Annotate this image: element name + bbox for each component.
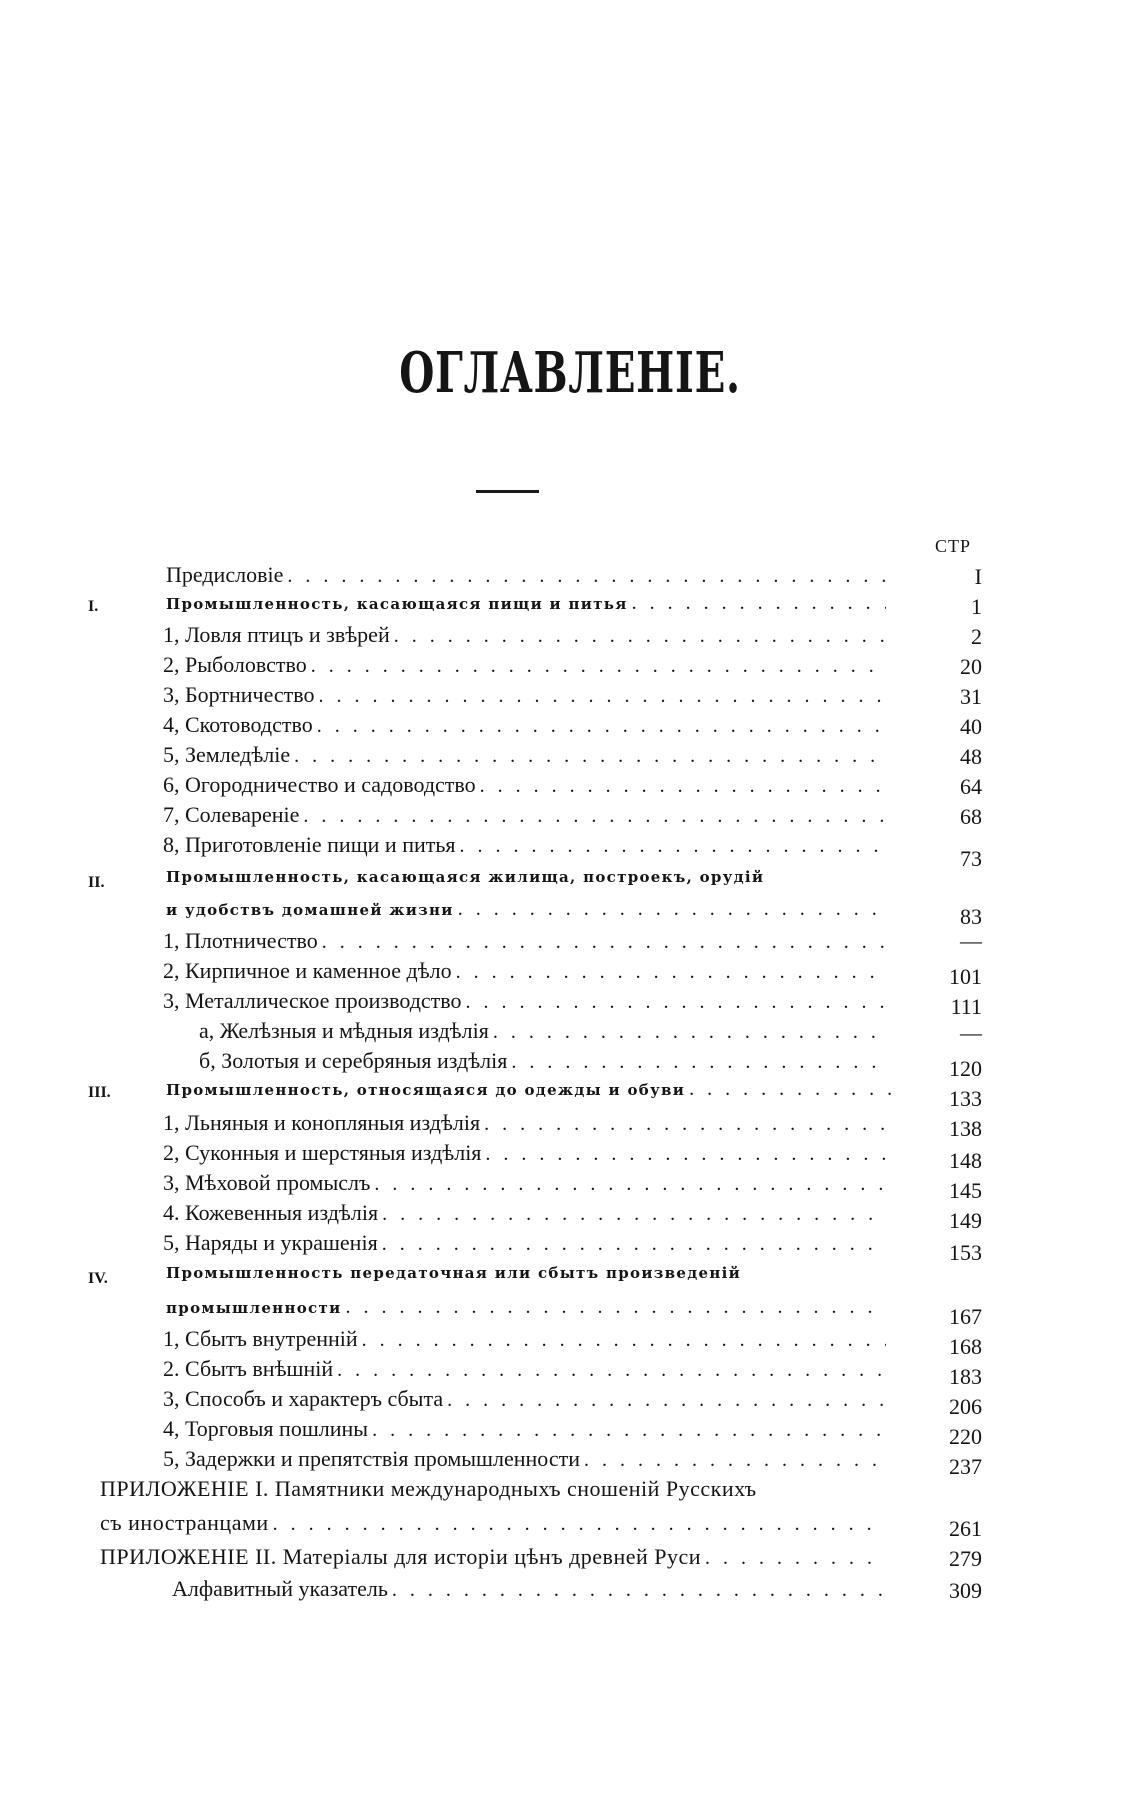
toc-entry-label: съ иностранцами [100, 1510, 269, 1535]
toc-appendix [100, 1476, 896, 1506]
toc-entry-label: 2. Сбытъ внѣшній [163, 1356, 334, 1381]
toc-entry-page: 64 [960, 774, 982, 799]
leader-dots [287, 565, 886, 588]
leader-dots [484, 1113, 886, 1136]
toc-entry [163, 988, 886, 1018]
toc-entry [163, 1200, 886, 1230]
toc-entry-label: а, Желѣзныя и мѣдныя издѣлія [199, 1018, 489, 1043]
toc-section-label: Промышленность, касающаяся пищи и питья [166, 595, 628, 613]
toc-entry [163, 1170, 886, 1200]
toc-entry [163, 712, 886, 742]
leader-dots [466, 991, 886, 1014]
leader-dots [480, 775, 886, 798]
toc-entry [163, 622, 886, 652]
leader-dots [705, 1547, 886, 1570]
toc-entry-page: 149 [949, 1208, 982, 1233]
toc-entry-label: Предисловіе [166, 562, 284, 587]
toc-entry-page: — [960, 928, 982, 953]
toc-entry-page: 2 [971, 624, 982, 649]
toc-entry-page: 31 [960, 684, 982, 709]
toc-section [166, 592, 886, 622]
toc-entry-page: 1 [971, 594, 982, 619]
leader-dots [382, 1233, 886, 1256]
leader-dots [294, 745, 886, 768]
toc-entry-page: 111 [950, 994, 982, 1019]
leader-dots [319, 685, 887, 708]
toc-entry [100, 1510, 886, 1540]
leader-dots [511, 1051, 886, 1074]
toc-entry-label: Алфавитный указатель [172, 1576, 388, 1601]
toc-entry-page: I [974, 564, 982, 589]
toc-section [166, 1264, 896, 1294]
toc-entry-page: 73 [960, 846, 982, 871]
toc-entry-page: 101 [949, 964, 982, 989]
section-number: II. [88, 874, 105, 891]
leader-dots [273, 1513, 886, 1536]
toc-section-label: Промышленность передаточная или сбытъ произведеній [166, 1264, 742, 1282]
toc-entry-label: 1, Плотничество [163, 928, 318, 953]
toc-section-label: Промышленность, касающаяся жилища, построекъ, орудій [166, 868, 765, 886]
toc-entry-label: 2, Суконныя и шерстяныя издѣлія [163, 1140, 482, 1165]
toc-entry-label: 4. Кожевенныя издѣлія [163, 1200, 379, 1225]
section-number: I. [88, 598, 99, 615]
leader-dots [493, 1021, 886, 1044]
toc-entry-page: 83 [960, 904, 982, 929]
leader-dots [584, 1449, 886, 1472]
toc-entry [163, 832, 886, 862]
leader-dots [337, 1359, 886, 1382]
toc-entry-page: 206 [949, 1394, 982, 1419]
leader-dots [374, 1173, 886, 1196]
toc-section-label: Промышленность, относящаяся до одежды и обуви [166, 1081, 686, 1099]
toc-entry [163, 928, 886, 958]
toc-entry [199, 1018, 886, 1048]
toc-entry-label: 1, Сбытъ внутренній [163, 1326, 358, 1351]
leader-dots [372, 1419, 886, 1442]
toc-section-label: и удобствъ домашней жизни [166, 901, 454, 919]
toc-entry-label: 1, Льняныя и конопляныя издѣлія [163, 1110, 481, 1135]
leader-dots [460, 835, 886, 858]
toc-entry [166, 562, 886, 592]
leader-dots [392, 1579, 886, 1602]
toc-entry [163, 1140, 886, 1170]
toc-entry-label: 4, Скотоводство [163, 712, 313, 737]
leader-dots [456, 961, 886, 984]
toc-entry-label: 3, Бортничество [163, 682, 315, 707]
toc-appendix-label: ПРИЛОЖЕНІЕ II. Матеріалы для исторіи цѣнъ древней Руси [100, 1544, 702, 1569]
toc-entry-label: 5, Задержки и препятствія промышленности [163, 1446, 580, 1471]
toc-entry [163, 958, 886, 988]
toc-entry [163, 742, 886, 772]
leader-dots [362, 1329, 886, 1352]
toc-entry-label: 2, Кирпичное и каменное дѣло [163, 958, 452, 983]
toc-entry [199, 1048, 886, 1078]
toc-appendix [100, 1544, 886, 1574]
toc-entry-page: 68 [960, 804, 982, 829]
toc-entry [163, 1356, 886, 1386]
toc-entry-label: 3, Металлическое производство [163, 988, 462, 1013]
leader-dots [485, 1143, 886, 1166]
toc-entry-page: 120 [949, 1056, 982, 1081]
leader-dots [382, 1203, 886, 1226]
toc-entry [163, 682, 886, 712]
toc-section [166, 1296, 886, 1326]
leader-dots [447, 1389, 886, 1412]
leader-dots [346, 1296, 887, 1319]
toc-entry [163, 652, 886, 682]
section-number: IV. [88, 1270, 108, 1287]
section-number: III. [88, 1084, 111, 1101]
toc-entry [163, 1386, 886, 1416]
toc-entry [163, 1110, 886, 1140]
toc-entry-label: 5, Наряды и украшенія [163, 1230, 378, 1255]
leader-dots [394, 625, 886, 648]
toc-entry [163, 802, 886, 832]
toc-entry-page: — [960, 1020, 982, 1045]
toc-entry [163, 1230, 886, 1260]
toc-entry-label: 3, Способъ и характеръ сбыта [163, 1386, 444, 1411]
leader-dots [322, 931, 886, 954]
toc-entry-label: 2, Рыболовство [163, 652, 307, 677]
toc-entry-label: 5, Земледѣліе [163, 742, 291, 767]
toc-entry [163, 1446, 886, 1476]
toc-entry-label: 4, Торговыя пошлины [163, 1416, 369, 1441]
toc-entry-page: 183 [949, 1364, 982, 1389]
toc-entry-page: 237 [949, 1454, 982, 1479]
toc-entry-page: 168 [949, 1334, 982, 1359]
toc-entry-label: 1, Ловля птицъ и звѣрей [163, 622, 390, 647]
toc-entry-page: 279 [949, 1546, 982, 1571]
toc-entry-label: 3, Мѣховой промыслъ [163, 1170, 371, 1195]
toc-section-label: промышленности [166, 1299, 342, 1317]
toc-entry-page: 20 [960, 654, 982, 679]
toc-entry [163, 772, 886, 802]
toc-entry-page: 220 [949, 1424, 982, 1449]
toc-entry [172, 1576, 886, 1606]
toc-entry-label: 7, Солевареніе [163, 802, 300, 827]
toc-entry-page: 309 [949, 1578, 982, 1603]
page-column-header: СТР [935, 536, 972, 556]
leader-dots [458, 898, 886, 921]
toc-entry-page: 133 [949, 1086, 982, 1111]
toc-entry-label: 8, Приготовленіе пищи и питья [163, 832, 456, 857]
toc-entry-page: 48 [960, 744, 982, 769]
toc-entry-page: 40 [960, 714, 982, 739]
page-title: ОГЛАВЛЕНІЕ. [399, 340, 741, 406]
leader-dots [311, 655, 886, 678]
leader-dots [632, 592, 886, 615]
leader-dots [303, 805, 886, 828]
toc-section [166, 898, 886, 928]
toc-entry-label: 6, Огородничество и садоводство [163, 772, 476, 797]
leader-dots [689, 1078, 896, 1101]
toc-entry-page: 153 [949, 1240, 982, 1265]
leader-dots [317, 715, 886, 738]
toc-entry-page: 167 [949, 1304, 982, 1329]
toc-entry [163, 1326, 886, 1356]
toc-section [166, 1078, 896, 1108]
toc-entry-page: 145 [949, 1178, 982, 1203]
toc-entry-page: 148 [949, 1148, 982, 1173]
toc-entry-label: б, Золотыя и серебряныя издѣлія [199, 1048, 508, 1073]
toc-entry [163, 1416, 886, 1446]
toc-section [166, 868, 896, 898]
toc-entry-page: 261 [949, 1516, 982, 1541]
toc-entry-page: 138 [949, 1116, 982, 1141]
title-divider [476, 490, 539, 493]
toc-appendix-label: ПРИЛОЖЕНІЕ I. Памятники международныхъ сношеній Русскихъ [100, 1476, 757, 1501]
